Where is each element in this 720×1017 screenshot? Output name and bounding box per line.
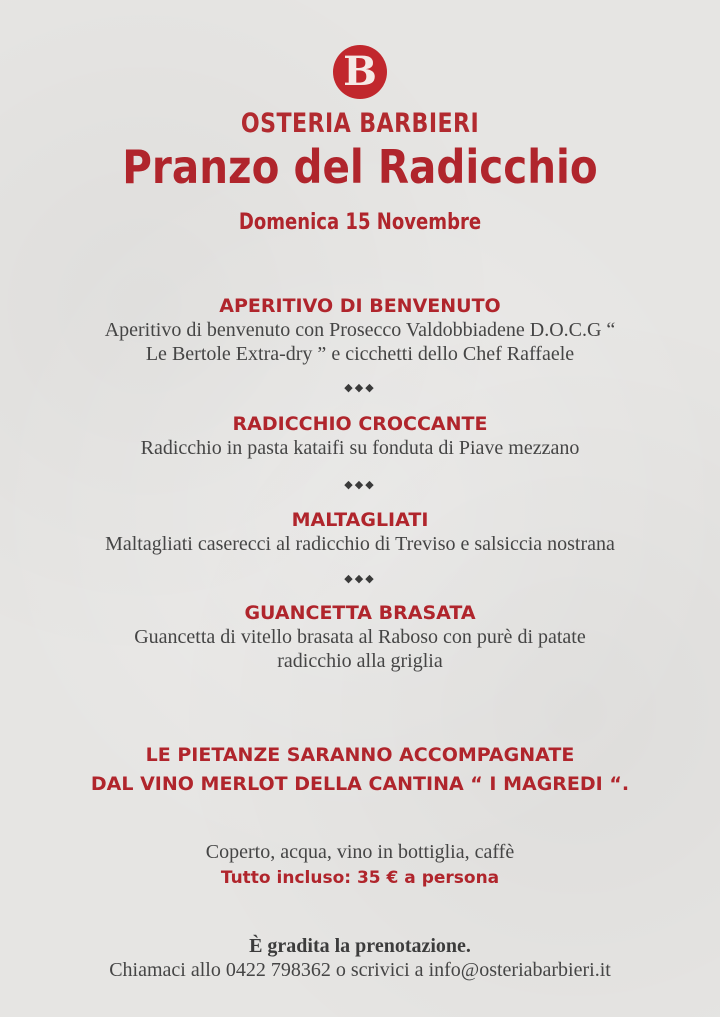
course-name: RADICCHIO CROCCANTE — [232, 413, 488, 435]
event-date: Domenica 15 Novembre — [238, 210, 482, 235]
course-aperitivo — [0, 294, 720, 366]
course-name: APERITIVO DI BENVENUTO — [219, 295, 501, 317]
course-description-line: radicchio alla griglia — [277, 650, 443, 672]
diamond-separator: ◆◆◆ — [344, 478, 376, 491]
osteria-logo — [333, 45, 387, 99]
course-name: GUANCETTA BRASATA — [244, 602, 476, 624]
included-items: Coperto, acqua, vino in bottiglia, caffè — [205, 841, 515, 863]
contact-info: Chiamaci allo 0422 798362 o scrivici a info@osteriabarbieri.it — [109, 959, 611, 981]
course-maltagliati — [0, 508, 720, 556]
course-description-line: Maltagliati caserecci al radicchio di Treviso e salsiccia nostrana — [105, 533, 615, 555]
wine-note-line: DAL VINO MERLOT DELLA CANTINA “ I MAGREDI “. — [90, 773, 630, 795]
course-name: MALTAGLIATI — [291, 509, 429, 531]
course-radicchio-croccante — [0, 412, 720, 460]
logo-letter: B — [343, 48, 377, 95]
course-description-line: Radicchio in pasta kataifi su fonduta di Piave mezzano — [140, 437, 580, 459]
course-guancetta-brasata — [0, 601, 720, 673]
diamond-separator: ◆◆◆ — [344, 381, 376, 394]
course-description-line: Le Bertole Extra-dry ” e cicchetti dello Chef Raffaele — [145, 343, 575, 365]
wine-note — [0, 741, 720, 799]
brand-name: OSTERIA BARBIERI — [240, 108, 480, 139]
wine-note-line: LE PIETANZE SARANNO ACCOMPAGNATE — [145, 744, 575, 766]
diamond-separator: ◆◆◆ — [344, 572, 376, 585]
booking-note: È gradita la prenotazione. — [249, 935, 471, 957]
course-description-line: Guancetta di vitello brasata al Raboso con purè di patate — [134, 626, 586, 648]
event-title: Pranzo del Radicchio — [122, 140, 598, 194]
price-per-person: Tutto incluso: 35 € a persona — [220, 868, 500, 888]
course-description-line: Aperitivo di benvenuto con Prosecco Valdobbiadene D.O.C.G “ — [104, 319, 616, 341]
